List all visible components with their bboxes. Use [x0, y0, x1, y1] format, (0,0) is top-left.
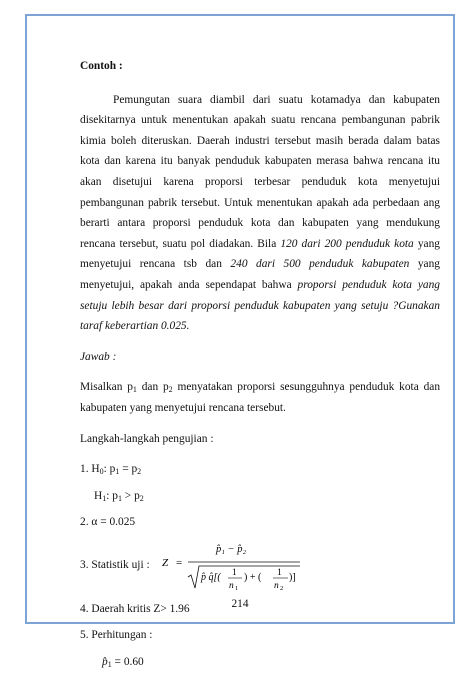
- subscript: 2: [139, 493, 144, 503]
- para-italic: 120 dari 200 penduduk kota: [280, 237, 414, 250]
- step-2: 2. α = 0.025: [80, 516, 136, 529]
- para-italic: proporsi penduduk kota yang setuju lebih besar dari proporsi penduduk kabupaten yang setuju ?Gunakan taraf keberartian 0.025.: [80, 278, 440, 333]
- formula-one: 1: [231, 567, 237, 578]
- formula-one: 1: [276, 567, 282, 578]
- step-1-h1: [80, 486, 440, 507]
- page-frame: [25, 14, 455, 670]
- page-content: [80, 56, 440, 673]
- problem-paragraph: [80, 90, 440, 337]
- step-num: 1.: [80, 463, 92, 476]
- subscript: 0: [99, 467, 104, 477]
- subscript: 2: [168, 385, 173, 395]
- formula-n2-sub: 2: [279, 584, 283, 591]
- para-italic: 240 dari 500 penduduk kabupaten: [230, 258, 410, 271]
- calc-value: = 0.60: [111, 656, 144, 669]
- hyp-text: = p: [119, 463, 138, 476]
- p-hat: p̂: [102, 656, 108, 669]
- page-number: 214: [231, 598, 249, 610]
- calc-p1: [80, 652, 440, 673]
- test-statistic-formula: [160, 539, 310, 591]
- example-heading: Contoh :: [80, 60, 123, 72]
- formula-n1: n: [228, 580, 234, 591]
- step-5: 5. Perhitungan :: [80, 629, 153, 642]
- para-text: yang menyetujui rencana tsb dan: [80, 237, 440, 271]
- subscript: 1: [102, 493, 107, 503]
- step-4: 4. Daerah kritis Z> 1.96: [80, 602, 190, 615]
- formula-n1-sub: 1: [234, 584, 238, 591]
- subscript: 1: [117, 493, 122, 503]
- step-3: [80, 539, 440, 591]
- jawab-text: Jawab :: [80, 350, 117, 363]
- hyp-letter: H: [91, 463, 100, 476]
- definition-paragraph: [80, 377, 440, 418]
- steps-heading: Langkah-langkah pengujian :: [80, 432, 214, 445]
- formula-numerator: p̂₁ − p̂₂: [215, 543, 246, 555]
- hyp-letter: H: [94, 489, 103, 502]
- hyp-text: : p: [103, 463, 116, 476]
- subscript: 1: [107, 660, 112, 670]
- para-text: yang menyetujui, apakah anda sependapat bahwa: [80, 258, 440, 291]
- para-text: Pemungutan suara diambil dari suatu kotamadya dan kabupaten disekitarnya untuk menentukan apakah suatu rencana pembangunan pabrik kimia boleh diteruskan. Daerah industri tersebut masih berada dalam batas kota dan karena itu banyak penduduk kabupaten merasa bahwa rencana itu akan disetujui karena proporsi terbesar penduduk kota menyetujui pembangunan pabrik tersebut. Untuk menentukan apakah ada perbedaan ang berarti antara proporsi penduduk kota dan kabupaten yang mendukung rencana tersebut, suatu pol diadakan. Bila: [80, 93, 440, 250]
- step-1-h0: [80, 459, 440, 480]
- subscript: 1: [132, 385, 137, 395]
- formula-close: )]: [288, 571, 296, 583]
- formula-equals: =: [175, 556, 182, 569]
- step-3-label: 3. Statistik uji :: [80, 558, 150, 571]
- formula-n2: n: [273, 580, 279, 591]
- subscript: 1: [115, 467, 120, 477]
- hyp-text: > p: [121, 489, 140, 502]
- hyp-text: : p: [106, 489, 118, 502]
- formula-plus: ) + (: [243, 571, 261, 583]
- answer-label: [80, 347, 440, 368]
- subscript: 2: [137, 467, 142, 477]
- formula-pq: p̂ q̂[(: [200, 571, 221, 583]
- def-text: Misalkan p: [80, 381, 133, 394]
- formula-z: Z: [161, 556, 168, 569]
- def-text: dan p: [136, 381, 169, 394]
- def-text: menyatakan proporsi sesungguhnya penduduk kota dan kabupaten yang menyetujui rencana tersebut.: [80, 381, 441, 414]
